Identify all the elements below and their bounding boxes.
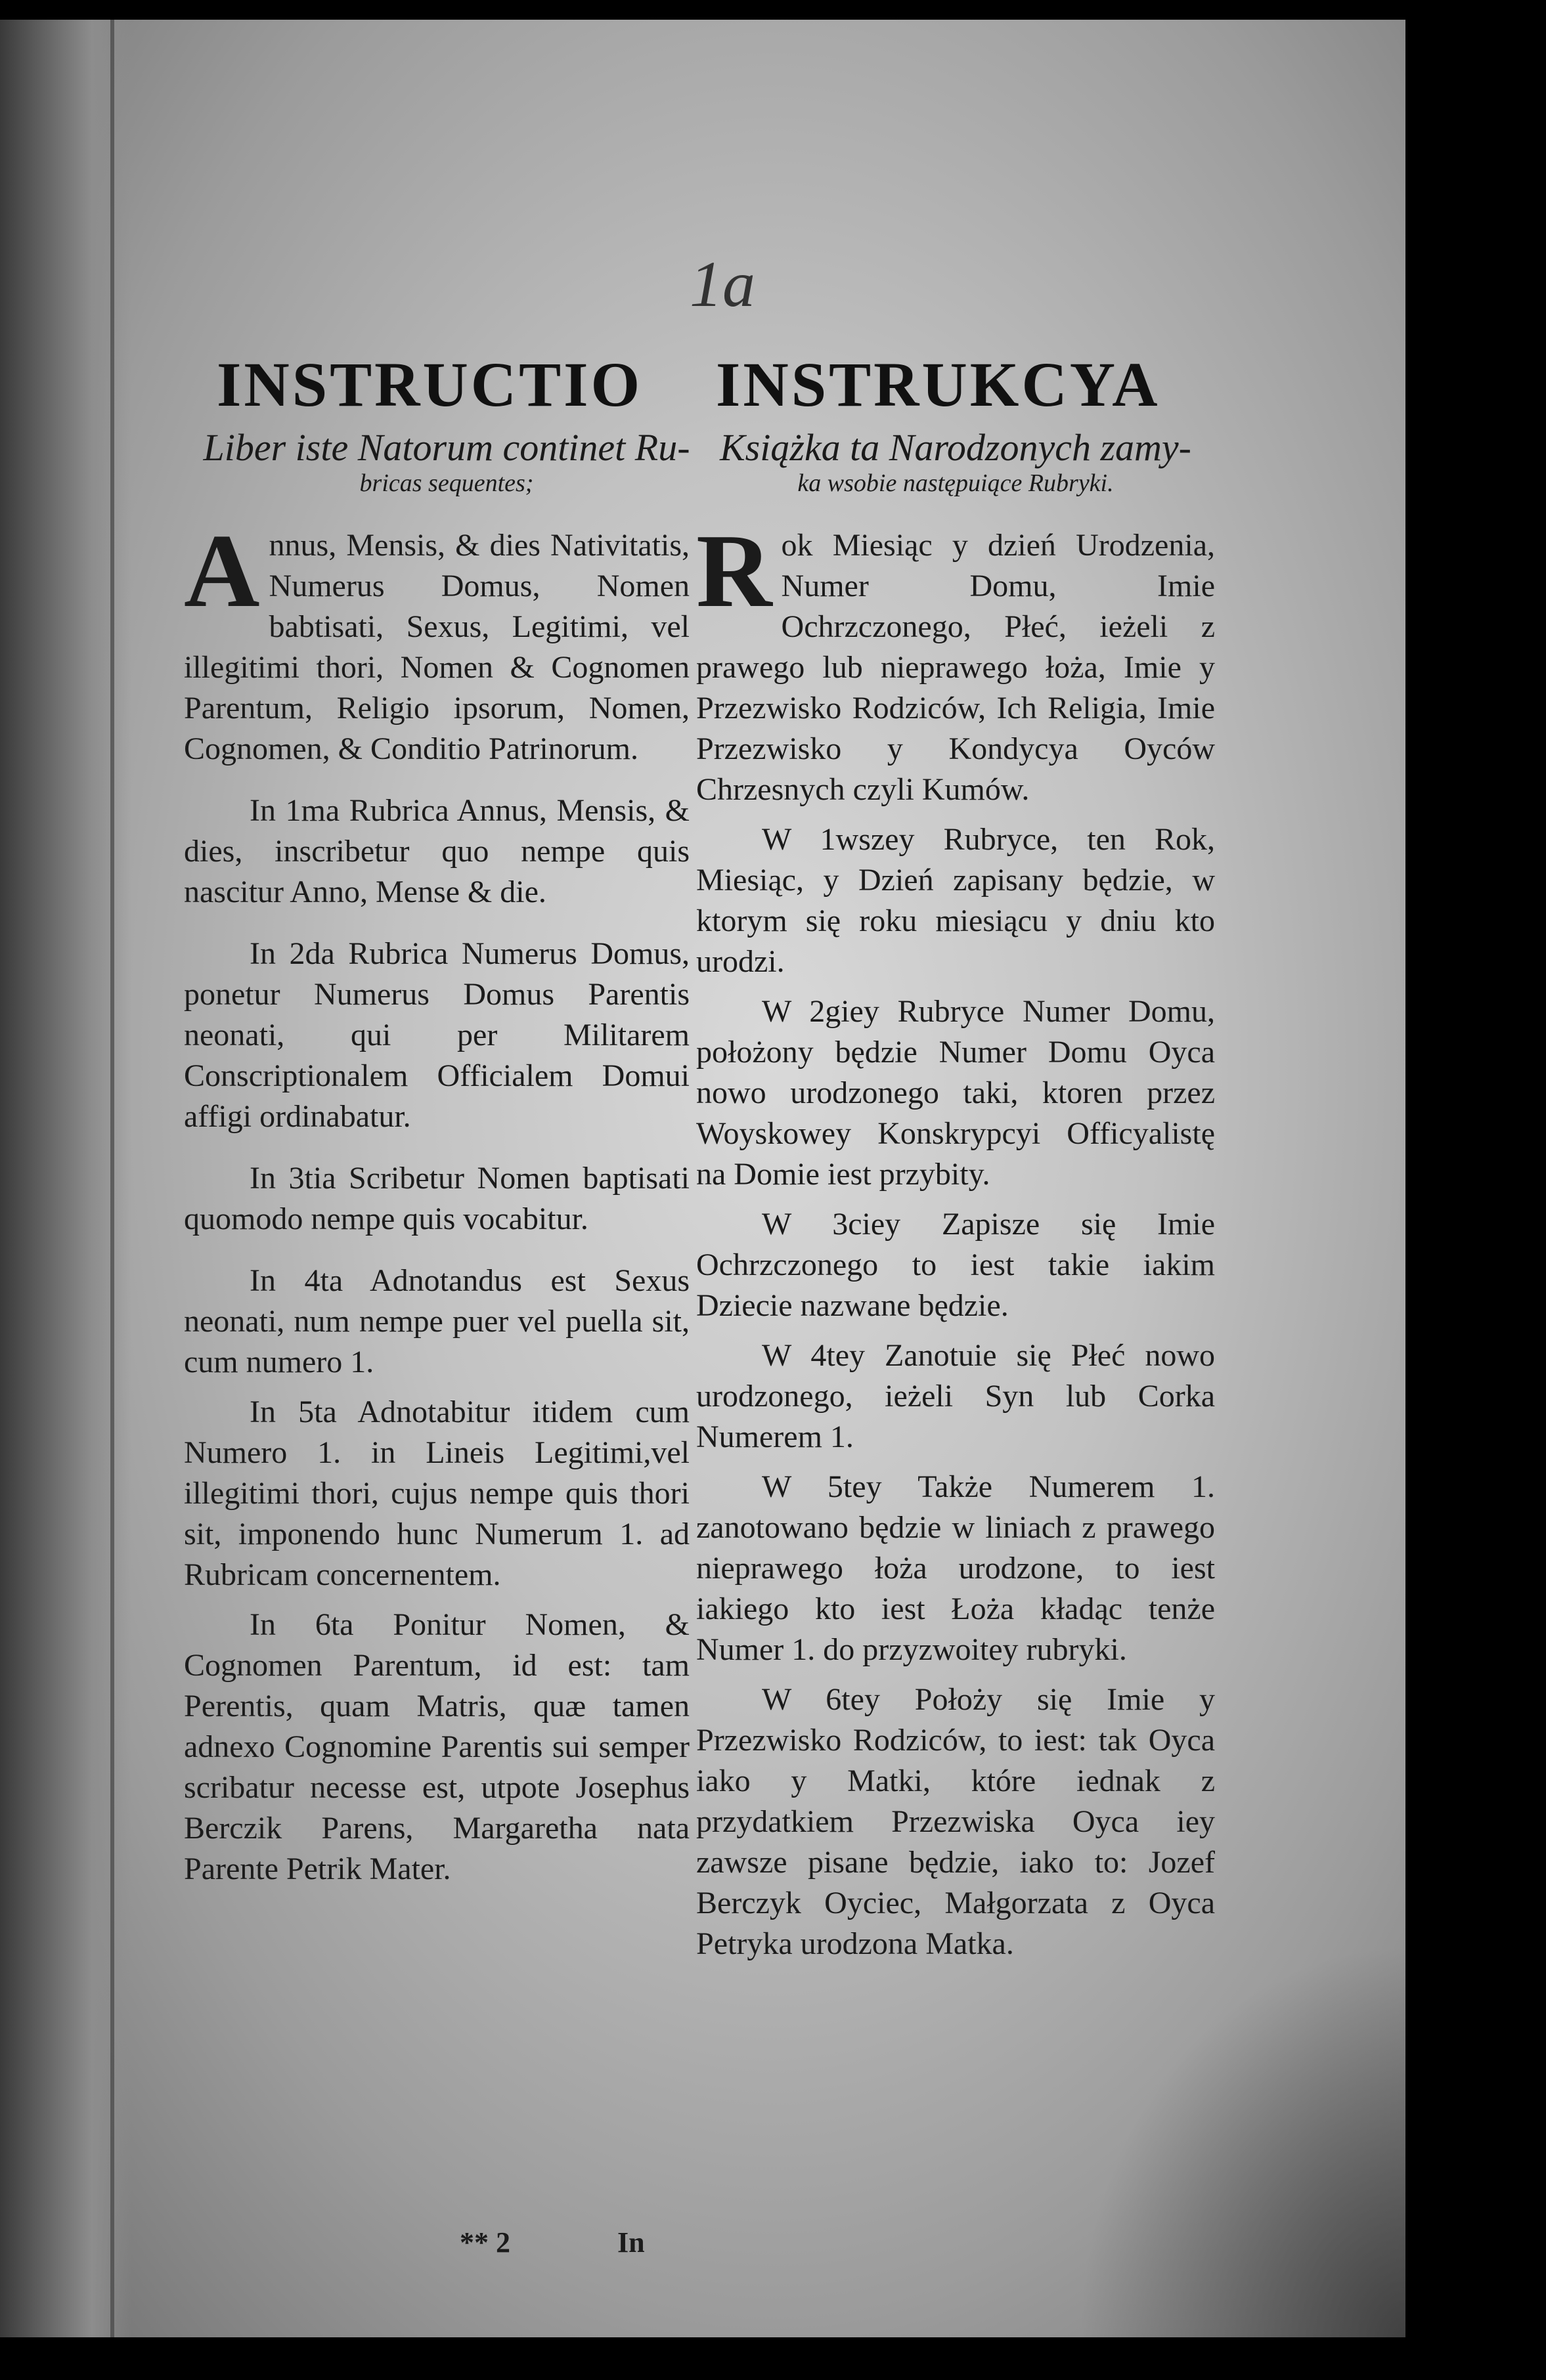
latin-paragraph: In 2da Rubrica Numerus Domus, ponetur Numerus Domus Parentis neonati, qui per Militarem Conscriptionalem Officialem Domui affigi ordinabatur. [184,936,690,1134]
latin-paragraph: In 3tia Scribetur Nomen baptisati quomodo nempe quis vocabitur. [184,1161,690,1236]
latin-drop-cap: A [184,512,260,629]
polish-subheading [683,427,1228,498]
latin-subheading-line1: Liber iste Natorum continet Ru- [203,426,690,469]
latin-column [184,512,690,1899]
catchword: In [617,2226,645,2259]
spine-fold [110,20,114,2337]
polish-heading: INSTRUKCYA [716,349,1160,420]
latin-paragraph: In 4ta Adnotandus est Sexus neonati, num nempe puer vel puella sit, cum numero 1. [184,1263,690,1379]
polish-paragraph: W 3ciey Zapisze się Imie Ochrzczonego to iest takie iakim Dziecie nazwane będzie. [696,1207,1215,1323]
latin-heading: INSTRUCTIO [217,349,643,420]
polish-paragraph: W 6tey Położy się Imie y Przezwisko Rodziców, to iest: tak Oyca iako y Matki, które iednak z przydatkiem Przezwiska Oyca iey zawsze pisane będzie, iako to: Jozef Berczyk Oyciec, Małgorzata z Oyca Petryka urodzona Matka. [696,1682,1215,1961]
polish-paragraph: W 2giey Rubryce Numer Domu, położony będzie Numer Domu Oyca nowo urodzonego taki, ktoren przez Woyskowey Konskrypcyi Officyalistę na Domie iest przybity. [696,994,1215,1192]
latin-paragraph: In 1ma Rubrica Annus, Mensis, & dies, inscribetur quo nempe quis nascitur Anno, Mense & die. [184,793,690,909]
latin-subheading [177,427,716,498]
latin-paragraph: In 5ta Adnotabitur itidem cum Numero 1. in Lineis Legitimi,vel illegitimi thori, cujus nempe quis thori sit, imponendo hunc Numerum 1. ad Rubricam concernentem. [184,1395,690,1592]
polish-paragraph: W 4tey Zanotuie się Płeć nowo urodzonego, ieżeli Syn lub Corka Numerem 1. [696,1338,1215,1454]
polish-subheading-line2: ka wsobie następuiące Rubryki. [797,469,1114,497]
polish-column [696,512,1215,1974]
signature-mark: ** 2 [460,2226,510,2259]
latin-paragraph: In 6ta Ponitur Nomen, & Cognomen Parentum, id est: tam Perentis, quam Matris, quæ tamen adnexo Cognomine Parentis sui semper scribatur necesse est, utpote Josephus Berczik Parens, Margaretha nata Parente Petrik Mater. [184,1607,690,1886]
polish-paragraph-intro: Rok Miesiąc y dzień Urodzenia, Numer Domu, Imie Ochrzczonego, Płeć, ieżeli z prawego lub nieprawego łoża, Imie y Przezwisko Rodziców, Ich Religia, Imie Przezwisko y Kondycya Oyców Chrzesnych czyli Kumów. [696,512,1215,807]
polish-paragraph: W 1wszey Rubryce, ten Rok, Miesiąc, y Dzień zapisany będzie, w ktorym się roku miesiącu y dniu kto urodzi. [696,822,1215,979]
page-shadow [1077,1943,1405,2337]
latin-paragraph-intro: Annus, Mensis, & dies Nativitatis, Numerus Domus, Nomen babtisati, Sexus, Legitimi, vel illegitimi thori, Nomen & Cognomen Parentum, Religio ipsorum, Nomen, Cognomen, & Conditio Patrinorum. [184,512,690,766]
handwritten-page-number: 1a [690,248,755,320]
polish-drop-cap: R [696,512,772,629]
latin-subheading-line2: bricas sequentes; [359,469,534,497]
document-page [0,20,1405,2337]
polish-paragraph: W 5tey Także Numerem 1. zanotowano będzie w liniach z prawego nieprawego łoża urodzone, to iest iakiego kto iest Łoża kładąc tenże Numer 1. do przyzwoitey rubryki. [696,1469,1215,1667]
polish-subheading-line1: Książka ta Narodzonych zamy- [720,426,1191,469]
